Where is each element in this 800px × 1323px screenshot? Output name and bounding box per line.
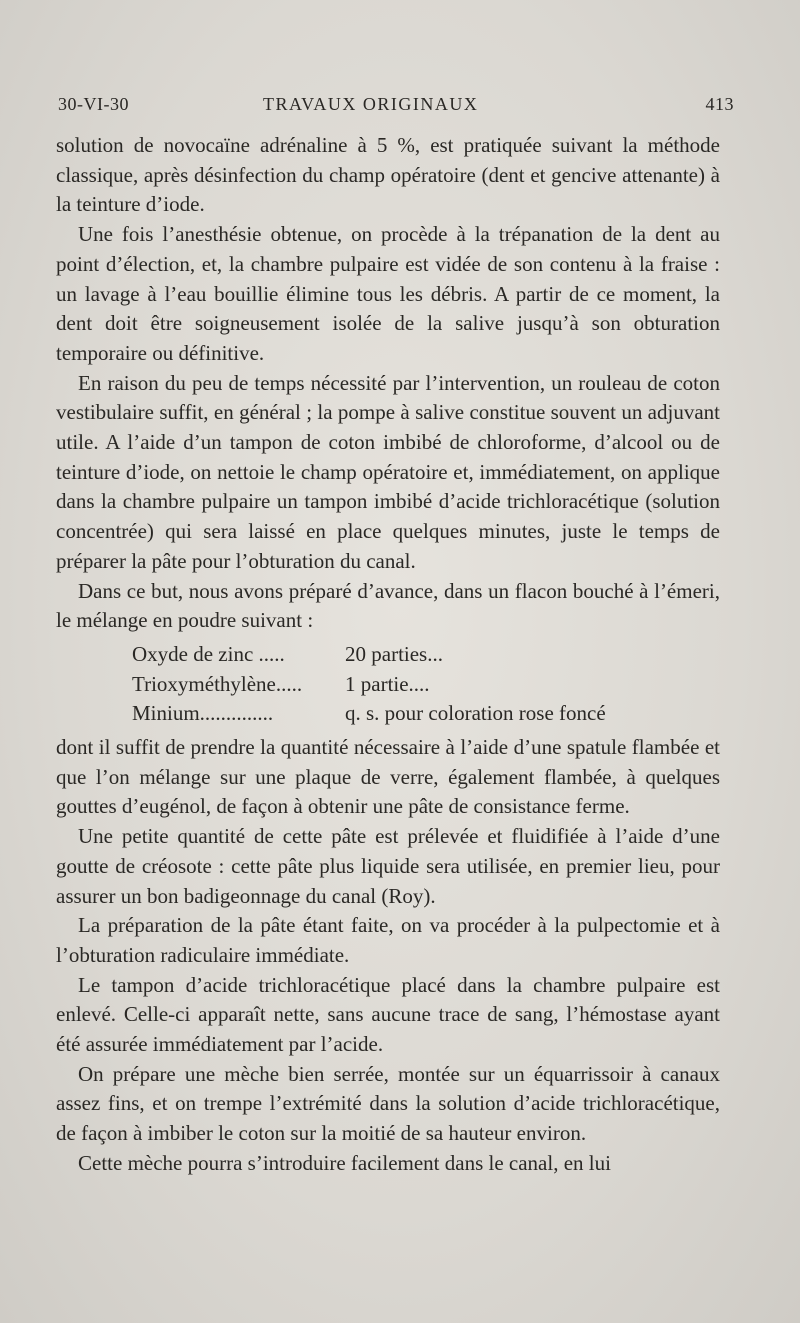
header-title: TRAVAUX ORIGINAUX (263, 94, 479, 114)
paragraph: On prépare une mèche bien serrée, montée sur un équarrissoir à canaux assez fins, et on trempe l’extrémité dans la solution d’acide trichloracétique, de façon à imbiber le coton sur la moitié de sa hauteur environ. (56, 1061, 720, 1146)
recipe-row (132, 640, 720, 670)
paragraph: Le tampon d’acide trichloracétique placé dans la chambre pulpaire est enlevé. Celle-ci apparaît nette, sans aucune trace de sang, l’hémostase ayant été assurée immédiatement par l’acide. (56, 972, 720, 1057)
page-number: 413 (705, 94, 734, 114)
recipe-row (132, 670, 720, 700)
recipe-quantity: 20 parties... (345, 641, 443, 666)
paragraph: dont il suffit de prendre la quantité nécessaire à l’aide d’une spatule flambée et que l’on mélange sur une plaque de verre, également flambée, à quelques gouttes d’eugénol, de façon à obtenir une pâte de consistance ferme. (56, 735, 720, 819)
paragraph: Dans ce but, nous avons préparé d’avance, dans un flacon bouché à l’émeri, le mélange en poudre suivant : (56, 578, 720, 633)
paragraph: La préparation de la pâte étant faite, on va procéder à la pulpectomie et à l’obturation radiculaire immédiate. (56, 913, 720, 967)
body-text (56, 131, 720, 1179)
running-header (58, 94, 734, 120)
recipe-list (132, 640, 720, 729)
recipe-quantity: q. s. pour coloration rose foncé (345, 701, 606, 726)
recipe-ingredient: Oxyde de zinc ..... (132, 641, 285, 666)
paragraph: Cette mèche pourra s’introduire facilement dans le canal, en lui (78, 1150, 611, 1175)
header-date: 30-VI-30 (58, 94, 129, 114)
paragraph: Une petite quantité de cette pâte est prélevée et fluidifiée à l’aide d’une goutte de créosote : cette pâte plus liquide sera utilisée, en premier lieu, pour assurer un bon badigeonnage du canal (Roy). (56, 824, 720, 908)
paragraph: En raison du peu de temps nécessité par l’intervention, un rouleau de coton vestibulaire suffit, en général ; la pompe à salive constitue souvent un adjuvant utile. A l’aide d’un tampon de coton imbibé de chloroforme, d’alcool ou de teinture d’iode, on nettoie le champ opératoire et, immédiatement, on applique dans la chambre pulpaire un tampon imbibé d’acide trichloracétique (solution concentrée) qui sera laissé en place quelques minutes, juste le temps de préparer la pâte pour l’obturation du canal. (56, 370, 720, 573)
recipe-row (132, 699, 720, 729)
recipe-quantity: 1 partie.... (345, 671, 430, 696)
paragraph: solution de novocaïne adrénaline à 5 %, est pratiquée suivant la méthode classique, après désinfection du champ opératoire (dent et gencive attenante) à la teinture d’iode. (56, 133, 720, 217)
paragraph: Une fois l’anesthésie obtenue, on procède à la trépanation de la dent au point d’élection, et, la chambre pulpaire est vidée de son contenu à la fraise : un lavage à l’eau bouillie élimine tous les débris. A partir de ce moment, la dent doit être soigneusement isolée de la salive jusqu’à son obturation temporaire ou définitive. (56, 222, 720, 365)
recipe-ingredient: Minium.............. (132, 701, 274, 726)
recipe-ingredient: Trioxyméthylène..... (132, 671, 303, 696)
